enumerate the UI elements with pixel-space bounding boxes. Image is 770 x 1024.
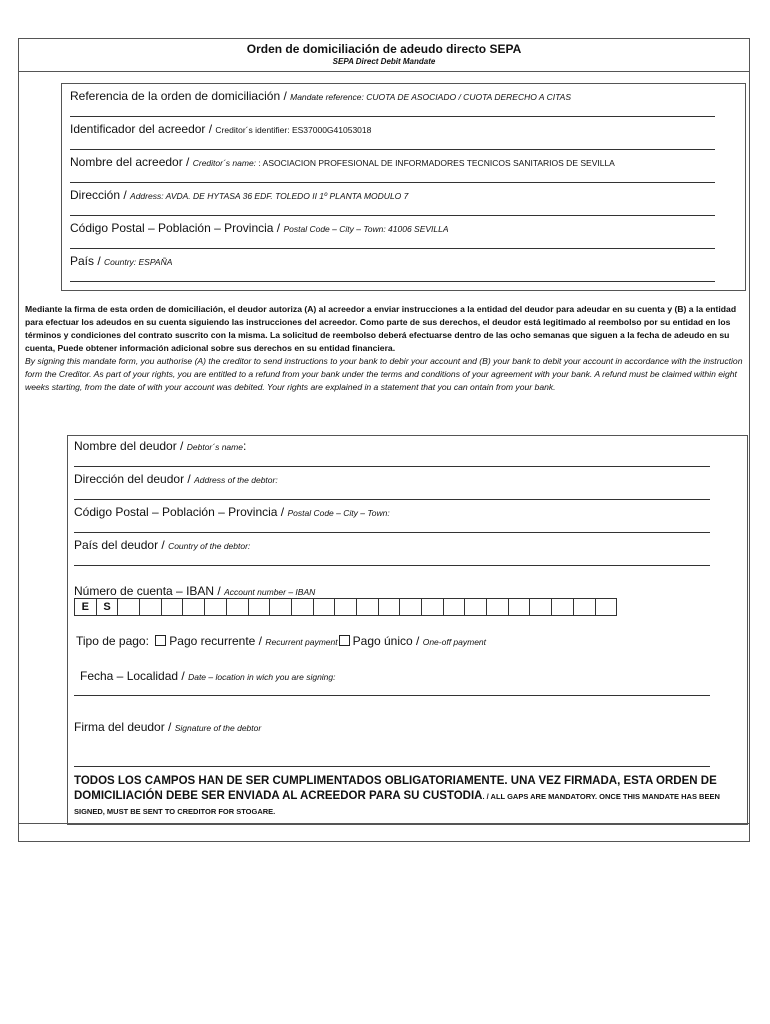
- date-location-field[interactable]: [74, 666, 710, 696]
- iban-cell[interactable]: [249, 598, 271, 616]
- debtor-name-field[interactable]: [74, 436, 710, 467]
- iban-cell[interactable]: [574, 598, 596, 616]
- debtor-country-label: País del deudor /: [74, 538, 169, 552]
- oneoff-payment-label-en: One-off payment: [422, 637, 487, 647]
- mandate-form: [18, 38, 750, 842]
- iban-cell[interactable]: [314, 598, 336, 616]
- creditor-address-label-en: Address:: [130, 191, 166, 201]
- legal-text: [25, 303, 743, 394]
- mandate-reference-label: Referencia de la orden de domiciliación /: [70, 89, 291, 103]
- iban-cell[interactable]: [444, 598, 466, 616]
- creditor-identifier-label-en: Creditor´s identifier:: [215, 125, 292, 135]
- iban-cell[interactable]: [487, 598, 509, 616]
- creditor-country-value: ESPAÑA: [138, 257, 173, 267]
- debtor-name-label-en: Debtor´s name: [186, 442, 243, 452]
- creditor-postal-label-en: Postal Code – City – Town:: [283, 224, 389, 234]
- signature-label-en: Signature of the debtor: [174, 723, 262, 733]
- iban-cell[interactable]: [357, 598, 379, 616]
- mandatory-notice-es: TODOS LOS CAMPOS HAN DE SER CUMPLIMENTADOS OBLIGATORIAMENTE. UNA VEZ FIRMADA, ESTA ORDEN DE DOMICILIACIÓN DEBE SER ENVIADA AL ACREEDOR PARA SU CUSTODIA: [74, 775, 717, 802]
- recurrent-payment-label: Pago recurrente /: [169, 634, 266, 648]
- oneoff-payment-label: Pago único /: [352, 634, 423, 648]
- creditor-postal-value: 41006 SEVILLA: [388, 224, 449, 234]
- debtor-address-label: Dirección del deudor /: [74, 472, 195, 486]
- debtor-country-field[interactable]: [74, 535, 710, 566]
- date-location-label: Fecha – Localidad /: [80, 669, 189, 683]
- signature-field[interactable]: [74, 720, 710, 767]
- form-title: Orden de domiciliación de adeudo directo SEPA: [246, 42, 522, 56]
- iban-cell[interactable]: [379, 598, 401, 616]
- creditor-identifier-value: ES37000G41053018: [291, 125, 372, 135]
- iban-label-row: [74, 584, 315, 598]
- iban-input-grid[interactable]: [74, 598, 617, 616]
- iban-cell[interactable]: [162, 598, 184, 616]
- creditor-identifier-label: Identificador del acreedor /: [70, 122, 216, 136]
- creditor-country-label-en: Country:: [104, 257, 139, 267]
- creditor-name-row: [70, 152, 715, 183]
- creditor-section: [61, 83, 746, 291]
- debtor-postal-label-en: Postal Code – City – Town:: [287, 508, 390, 518]
- debtor-name-colon: :: [242, 439, 247, 453]
- creditor-postal-label: Código Postal – Población – Provincia /: [70, 221, 284, 235]
- payment-type-row: [76, 634, 486, 648]
- mandate-reference-value: CUOTA DE ASOCIADO / CUOTA DERECHO A CITAS: [366, 92, 572, 102]
- form-subtitle: SEPA Direct Debit Mandate: [332, 57, 436, 66]
- iban-cell[interactable]: S: [97, 598, 119, 616]
- debtor-address-field[interactable]: [74, 469, 710, 500]
- creditor-country-row: [70, 251, 715, 282]
- mandate-reference-label-en: Mandate reference:: [290, 92, 367, 102]
- iban-cell[interactable]: [400, 598, 422, 616]
- creditor-address-row: [70, 185, 715, 216]
- mandatory-notice-en: . / ALL GAPS ARE MANDATORY. ONCE THIS MANDATE HAS BEEN SIGNED, MUST BE SENT TO CREDITOR FOR STOGARE.: [74, 792, 720, 816]
- oneoff-payment-checkbox[interactable]: [339, 635, 350, 646]
- iban-cell[interactable]: [530, 598, 552, 616]
- creditor-identifier-row: [70, 119, 715, 150]
- signature-label: Firma del deudor /: [74, 720, 175, 734]
- header: [19, 39, 749, 72]
- payment-type-label: Tipo de pago:: [76, 634, 153, 648]
- mandatory-notice: [74, 774, 734, 819]
- iban-cell[interactable]: [552, 598, 574, 616]
- debtor-address-label-en: Address of the debtor:: [194, 475, 278, 485]
- debtor-country-label-en: Country of the debtor:: [168, 541, 251, 551]
- recurrent-payment-checkbox[interactable]: [155, 635, 166, 646]
- iban-cell[interactable]: [270, 598, 292, 616]
- creditor-address-value: AVDA. DE HYTASA 36 EDF. TOLEDO II 1º PLANTA MODULO 7: [165, 191, 409, 201]
- legal-text-es: Mediante la firma de esta orden de domiciliación, el deudor autoriza (A) al acreedor a enviar instrucciones a la entidad del deudor para adeudar en su cuenta y (B) a la entidad para efectuar los adeudos en su cuenta siguiendo las instrucciones del acreedor. Como parte de sus derechos, el deudor está legitimado al reembolso por su entidad en los términos y condiciones del contrato suscrito con la misma. La solicitud de reembolso deberá efectuarse dentro de las ocho semanas que siguen a la fecha de adeudo en su cuenta, Puede obtener información adicional sobre sus derechos en su entidad financiera.: [25, 304, 737, 353]
- iban-cell[interactable]: [118, 598, 140, 616]
- iban-cell[interactable]: [509, 598, 531, 616]
- debtor-section: [67, 435, 748, 825]
- creditor-name-label-en: Creditor´s name:: [192, 158, 259, 168]
- iban-cell[interactable]: [205, 598, 227, 616]
- debtor-name-label: Nombre del deudor /: [74, 439, 187, 453]
- iban-cell[interactable]: [335, 598, 357, 616]
- creditor-name-label: Nombre del acreedor /: [70, 155, 193, 169]
- creditor-postal-row: [70, 218, 715, 249]
- creditor-name-value: : ASOCIACION PROFESIONAL DE INFORMADORES TECNICOS SANITARIOS DE SEVILLA: [258, 158, 615, 168]
- iban-label-en: Account number – IBAN: [224, 587, 316, 597]
- iban-cell[interactable]: [227, 598, 249, 616]
- iban-cell[interactable]: [140, 598, 162, 616]
- debtor-postal-field[interactable]: [74, 502, 710, 533]
- iban-cell[interactable]: [292, 598, 314, 616]
- debtor-postal-label: Código Postal – Población – Provincia /: [74, 505, 288, 519]
- iban-cell[interactable]: [596, 598, 618, 616]
- recurrent-payment-label-en: Recurrent payment: [265, 637, 338, 647]
- bottom-divider: [19, 823, 749, 824]
- iban-cell[interactable]: [422, 598, 444, 616]
- legal-text-en: By signing this mandate form, you authorise (A) the creditor to send instructions to your bank to debir your account and (B) your bank to debit your account in accordance with the instruction form the Creditor. As part of your rights, you are entitled to a refund from your bank under the terms and conditions of your agreement with your bank. A refund must be claimed within eight weeks starting, from the date of with your account was debited. Your rights are explained in a statement that you can ontain from your bank.: [25, 356, 743, 392]
- iban-cell[interactable]: [183, 598, 205, 616]
- mandate-reference-row: [70, 86, 715, 117]
- iban-cell[interactable]: [465, 598, 487, 616]
- creditor-address-label: Dirección /: [70, 188, 131, 202]
- iban-cell[interactable]: E: [75, 598, 97, 616]
- date-location-label-en: Date – location in wich you are signing:: [188, 672, 336, 682]
- creditor-country-label: País /: [70, 254, 105, 268]
- iban-label: Número de cuenta – IBAN /: [74, 584, 225, 598]
